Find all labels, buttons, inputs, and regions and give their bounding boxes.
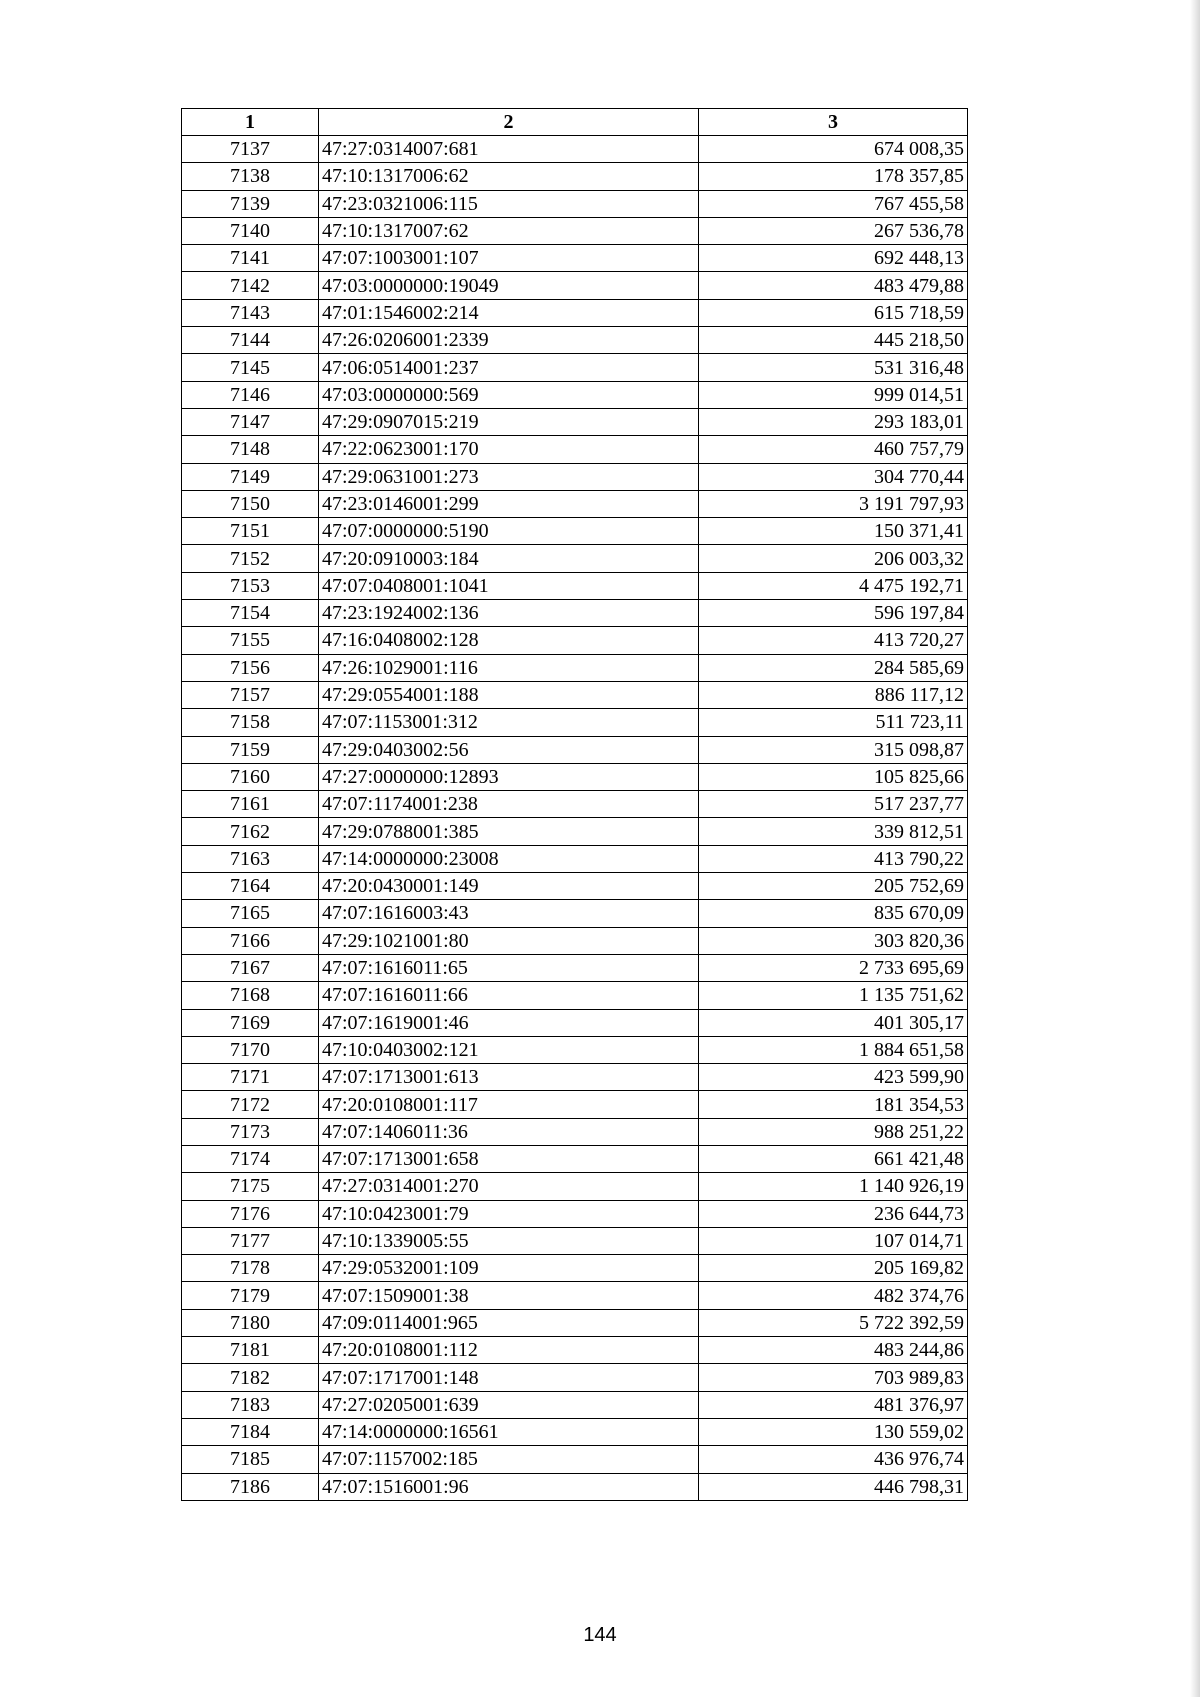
table-row <box>182 627 968 654</box>
cadastral-number-cell: 47:14:0000000:16561 <box>319 1418 699 1445</box>
cadastral-value-cell: 531 316,48 <box>699 354 968 381</box>
cadastral-value-cell: 315 098,87 <box>699 736 968 763</box>
table-row <box>182 1227 968 1254</box>
cadastral-value-cell: 5 722 392,59 <box>699 1309 968 1336</box>
table-row <box>182 1064 968 1091</box>
row-number-cell: 7151 <box>182 518 319 545</box>
row-number-cell: 7163 <box>182 845 319 872</box>
cadastral-number-cell: 47:29:0631001:273 <box>319 463 699 490</box>
row-number-cell: 7177 <box>182 1227 319 1254</box>
table-row <box>182 1036 968 1063</box>
cadastral-value-cell: 181 354,53 <box>699 1091 968 1118</box>
row-number-cell: 7168 <box>182 982 319 1009</box>
cadastral-number-cell: 47:23:1924002:136 <box>319 600 699 627</box>
row-number-cell: 7144 <box>182 327 319 354</box>
cadastral-value-cell: 1 884 651,58 <box>699 1036 968 1063</box>
table-row <box>182 1364 968 1391</box>
cadastral-value-cell: 303 820,36 <box>699 927 968 954</box>
cadastral-value-cell: 107 014,71 <box>699 1227 968 1254</box>
table-row <box>182 463 968 490</box>
cadastral-value-cell: 445 218,50 <box>699 327 968 354</box>
column-header-3: 3 <box>699 109 968 136</box>
cadastral-value-cell: 205 752,69 <box>699 873 968 900</box>
cadastral-value-cell: 4 475 192,71 <box>699 572 968 599</box>
table-row <box>182 217 968 244</box>
cadastral-number-cell: 47:16:0408002:128 <box>319 627 699 654</box>
cadastral-value-cell: 423 599,90 <box>699 1064 968 1091</box>
cadastral-value-cell: 401 305,17 <box>699 1009 968 1036</box>
cadastral-value-cell: 178 357,85 <box>699 163 968 190</box>
cadastral-value-cell: 886 117,12 <box>699 681 968 708</box>
row-number-cell: 7157 <box>182 681 319 708</box>
cadastral-value-cell: 692 448,13 <box>699 245 968 272</box>
column-header-1: 1 <box>182 109 319 136</box>
cadastral-number-cell: 47:29:0554001:188 <box>319 681 699 708</box>
cadastral-value-cell: 835 670,09 <box>699 900 968 927</box>
row-number-cell: 7186 <box>182 1473 319 1500</box>
cadastral-value-cell: 703 989,83 <box>699 1364 968 1391</box>
row-number-cell: 7143 <box>182 299 319 326</box>
row-number-cell: 7146 <box>182 381 319 408</box>
table-row <box>182 436 968 463</box>
cadastral-value-cell: 284 585,69 <box>699 654 968 681</box>
cadastral-value-cell: 482 374,76 <box>699 1282 968 1309</box>
table-row <box>182 1446 968 1473</box>
row-number-cell: 7184 <box>182 1418 319 1445</box>
cadastral-number-cell: 47:10:0423001:79 <box>319 1200 699 1227</box>
row-number-cell: 7150 <box>182 490 319 517</box>
header-row <box>182 109 968 136</box>
table-row <box>182 299 968 326</box>
cadastral-value-cell: 339 812,51 <box>699 818 968 845</box>
row-number-cell: 7167 <box>182 954 319 981</box>
cadastral-value-cell: 236 644,73 <box>699 1200 968 1227</box>
column-header-2: 2 <box>319 109 699 136</box>
cadastral-value-cell: 206 003,32 <box>699 545 968 572</box>
table-row <box>182 681 968 708</box>
cadastral-number-cell: 47:27:0314001:270 <box>319 1173 699 1200</box>
row-number-cell: 7175 <box>182 1173 319 1200</box>
cadastral-value-cell: 999 014,51 <box>699 381 968 408</box>
row-number-cell: 7181 <box>182 1337 319 1364</box>
row-number-cell: 7185 <box>182 1446 319 1473</box>
table-row <box>182 763 968 790</box>
cadastral-value-cell: 2 733 695,69 <box>699 954 968 981</box>
cadastral-number-cell: 47:07:1509001:38 <box>319 1282 699 1309</box>
table-row <box>182 1418 968 1445</box>
cadastral-value-cell: 130 559,02 <box>699 1418 968 1445</box>
table-row <box>182 791 968 818</box>
row-number-cell: 7149 <box>182 463 319 490</box>
cadastral-number-cell: 47:07:1616011:65 <box>319 954 699 981</box>
cadastral-number-cell: 47:07:1516001:96 <box>319 1473 699 1500</box>
cadastral-number-cell: 47:29:0532001:109 <box>319 1255 699 1282</box>
cadastral-number-cell: 47:29:0907015:219 <box>319 408 699 435</box>
row-number-cell: 7180 <box>182 1309 319 1336</box>
row-number-cell: 7147 <box>182 408 319 435</box>
row-number-cell: 7162 <box>182 818 319 845</box>
cadastral-number-cell: 47:29:0788001:385 <box>319 818 699 845</box>
cadastral-value-cell: 615 718,59 <box>699 299 968 326</box>
cadastral-number-cell: 47:23:0321006:115 <box>319 190 699 217</box>
cadastral-value-cell: 205 169,82 <box>699 1255 968 1282</box>
cadastral-value-cell: 674 008,35 <box>699 136 968 163</box>
cadastral-number-cell: 47:07:1174001:238 <box>319 791 699 818</box>
table-row <box>182 518 968 545</box>
row-number-cell: 7137 <box>182 136 319 163</box>
cadastral-value-cell: 1 140 926,19 <box>699 1173 968 1200</box>
row-number-cell: 7182 <box>182 1364 319 1391</box>
cadastral-number-cell: 47:07:1713001:613 <box>319 1064 699 1091</box>
row-number-cell: 7179 <box>182 1282 319 1309</box>
row-number-cell: 7158 <box>182 709 319 736</box>
page-edge-shadow <box>1190 0 1200 1697</box>
row-number-cell: 7174 <box>182 1145 319 1172</box>
cadastral-number-cell: 47:20:0910003:184 <box>319 545 699 572</box>
cadastral-value-table <box>181 108 968 1501</box>
cadastral-number-cell: 47:07:1003001:107 <box>319 245 699 272</box>
table-row <box>182 1118 968 1145</box>
cadastral-number-cell: 47:07:0408001:1041 <box>319 572 699 599</box>
table-row <box>182 408 968 435</box>
row-number-cell: 7154 <box>182 600 319 627</box>
cadastral-number-cell: 47:22:0623001:170 <box>319 436 699 463</box>
table-row <box>182 818 968 845</box>
cadastral-value-cell: 460 757,79 <box>699 436 968 463</box>
cadastral-value-cell: 267 536,78 <box>699 217 968 244</box>
cadastral-number-cell: 47:07:1713001:658 <box>319 1145 699 1172</box>
table-row <box>182 1282 968 1309</box>
cadastral-number-cell: 47:26:1029001:116 <box>319 654 699 681</box>
cadastral-number-cell: 47:27:0000000:12893 <box>319 763 699 790</box>
table-row <box>182 845 968 872</box>
table-row <box>182 1173 968 1200</box>
row-number-cell: 7173 <box>182 1118 319 1145</box>
cadastral-value-cell: 483 479,88 <box>699 272 968 299</box>
row-number-cell: 7142 <box>182 272 319 299</box>
row-number-cell: 7172 <box>182 1091 319 1118</box>
cadastral-value-cell: 293 183,01 <box>699 408 968 435</box>
table-row <box>182 736 968 763</box>
table-row <box>182 1255 968 1282</box>
row-number-cell: 7164 <box>182 873 319 900</box>
table-body <box>182 136 968 1501</box>
table-row <box>182 873 968 900</box>
cadastral-number-cell: 47:07:1616003:43 <box>319 900 699 927</box>
cadastral-number-cell: 47:07:1619001:46 <box>319 1009 699 1036</box>
row-number-cell: 7138 <box>182 163 319 190</box>
table-row <box>182 490 968 517</box>
row-number-cell: 7156 <box>182 654 319 681</box>
table-row <box>182 1091 968 1118</box>
cadastral-number-cell: 47:10:1317007:62 <box>319 217 699 244</box>
table-row <box>182 572 968 599</box>
cadastral-number-cell: 47:26:0206001:2339 <box>319 327 699 354</box>
cadastral-number-cell: 47:07:1406011:36 <box>319 1118 699 1145</box>
table-row <box>182 927 968 954</box>
cadastral-number-cell: 47:06:0514001:237 <box>319 354 699 381</box>
cadastral-number-cell: 47:07:1717001:148 <box>319 1364 699 1391</box>
table-row <box>182 1309 968 1336</box>
cadastral-number-cell: 47:03:0000000:569 <box>319 381 699 408</box>
cadastral-value-cell: 446 798,31 <box>699 1473 968 1500</box>
table-row <box>182 982 968 1009</box>
row-number-cell: 7148 <box>182 436 319 463</box>
row-number-cell: 7153 <box>182 572 319 599</box>
cadastral-number-cell: 47:20:0108001:112 <box>319 1337 699 1364</box>
row-number-cell: 7141 <box>182 245 319 272</box>
cadastral-number-cell: 47:29:0403002:56 <box>319 736 699 763</box>
row-number-cell: 7140 <box>182 217 319 244</box>
page-number: 144 <box>583 1624 617 1646</box>
table-row <box>182 545 968 572</box>
cadastral-number-cell: 47:20:0108001:117 <box>319 1091 699 1118</box>
table-row <box>182 245 968 272</box>
cadastral-number-cell: 47:10:1339005:55 <box>319 1227 699 1254</box>
table-row <box>182 900 968 927</box>
cadastral-number-cell: 47:20:0430001:149 <box>319 873 699 900</box>
cadastral-value-cell: 436 976,74 <box>699 1446 968 1473</box>
cadastral-value-cell: 413 720,27 <box>699 627 968 654</box>
table-row <box>182 654 968 681</box>
cadastral-number-cell: 47:27:0314007:681 <box>319 136 699 163</box>
row-number-cell: 7155 <box>182 627 319 654</box>
cadastral-number-cell: 47:07:0000000:5190 <box>319 518 699 545</box>
row-number-cell: 7152 <box>182 545 319 572</box>
table-row <box>182 1145 968 1172</box>
table-header <box>182 109 968 136</box>
cadastral-number-cell: 47:23:0146001:299 <box>319 490 699 517</box>
cadastral-value-cell: 105 825,66 <box>699 763 968 790</box>
table-row <box>182 1200 968 1227</box>
cadastral-value-cell: 661 421,48 <box>699 1145 968 1172</box>
row-number-cell: 7139 <box>182 190 319 217</box>
cadastral-value-cell: 517 237,77 <box>699 791 968 818</box>
row-number-cell: 7159 <box>182 736 319 763</box>
row-number-cell: 7176 <box>182 1200 319 1227</box>
row-number-cell: 7183 <box>182 1391 319 1418</box>
row-number-cell: 7160 <box>182 763 319 790</box>
cadastral-number-cell: 47:01:1546002:214 <box>319 299 699 326</box>
table-row <box>182 954 968 981</box>
table-row <box>182 327 968 354</box>
row-number-cell: 7165 <box>182 900 319 927</box>
cadastral-number-cell: 47:07:1153001:312 <box>319 709 699 736</box>
cadastral-number-cell: 47:10:1317006:62 <box>319 163 699 190</box>
row-number-cell: 7169 <box>182 1009 319 1036</box>
table-row <box>182 354 968 381</box>
cadastral-value-cell: 511 723,11 <box>699 709 968 736</box>
cadastral-number-cell: 47:14:0000000:23008 <box>319 845 699 872</box>
cadastral-value-cell: 304 770,44 <box>699 463 968 490</box>
cadastral-value-cell: 413 790,22 <box>699 845 968 872</box>
cadastral-number-cell: 47:03:0000000:19049 <box>319 272 699 299</box>
cadastral-number-cell: 47:29:1021001:80 <box>319 927 699 954</box>
table-row <box>182 1337 968 1364</box>
row-number-cell: 7178 <box>182 1255 319 1282</box>
cadastral-number-cell: 47:10:0403002:121 <box>319 1036 699 1063</box>
cadastral-number-cell: 47:09:0114001:965 <box>319 1309 699 1336</box>
row-number-cell: 7145 <box>182 354 319 381</box>
cadastral-value-cell: 988 251,22 <box>699 1118 968 1145</box>
table-row <box>182 272 968 299</box>
table-row <box>182 1473 968 1500</box>
cadastral-value-cell: 481 376,97 <box>699 1391 968 1418</box>
cadastral-value-cell: 3 191 797,93 <box>699 490 968 517</box>
cadastral-value-cell: 596 197,84 <box>699 600 968 627</box>
table-row <box>182 381 968 408</box>
cadastral-value-cell: 150 371,41 <box>699 518 968 545</box>
row-number-cell: 7171 <box>182 1064 319 1091</box>
cadastral-value-cell: 767 455,58 <box>699 190 968 217</box>
table-row <box>182 709 968 736</box>
cadastral-number-cell: 47:07:1616011:66 <box>319 982 699 1009</box>
table-row <box>182 163 968 190</box>
table-row <box>182 1009 968 1036</box>
table-row <box>182 1391 968 1418</box>
row-number-cell: 7166 <box>182 927 319 954</box>
cadastral-number-cell: 47:27:0205001:639 <box>319 1391 699 1418</box>
cadastral-value-cell: 1 135 751,62 <box>699 982 968 1009</box>
table-row <box>182 190 968 217</box>
cadastral-number-cell: 47:07:1157002:185 <box>319 1446 699 1473</box>
cadastral-value-cell: 483 244,86 <box>699 1337 968 1364</box>
table-row <box>182 600 968 627</box>
table-row <box>182 136 968 163</box>
row-number-cell: 7170 <box>182 1036 319 1063</box>
row-number-cell: 7161 <box>182 791 319 818</box>
